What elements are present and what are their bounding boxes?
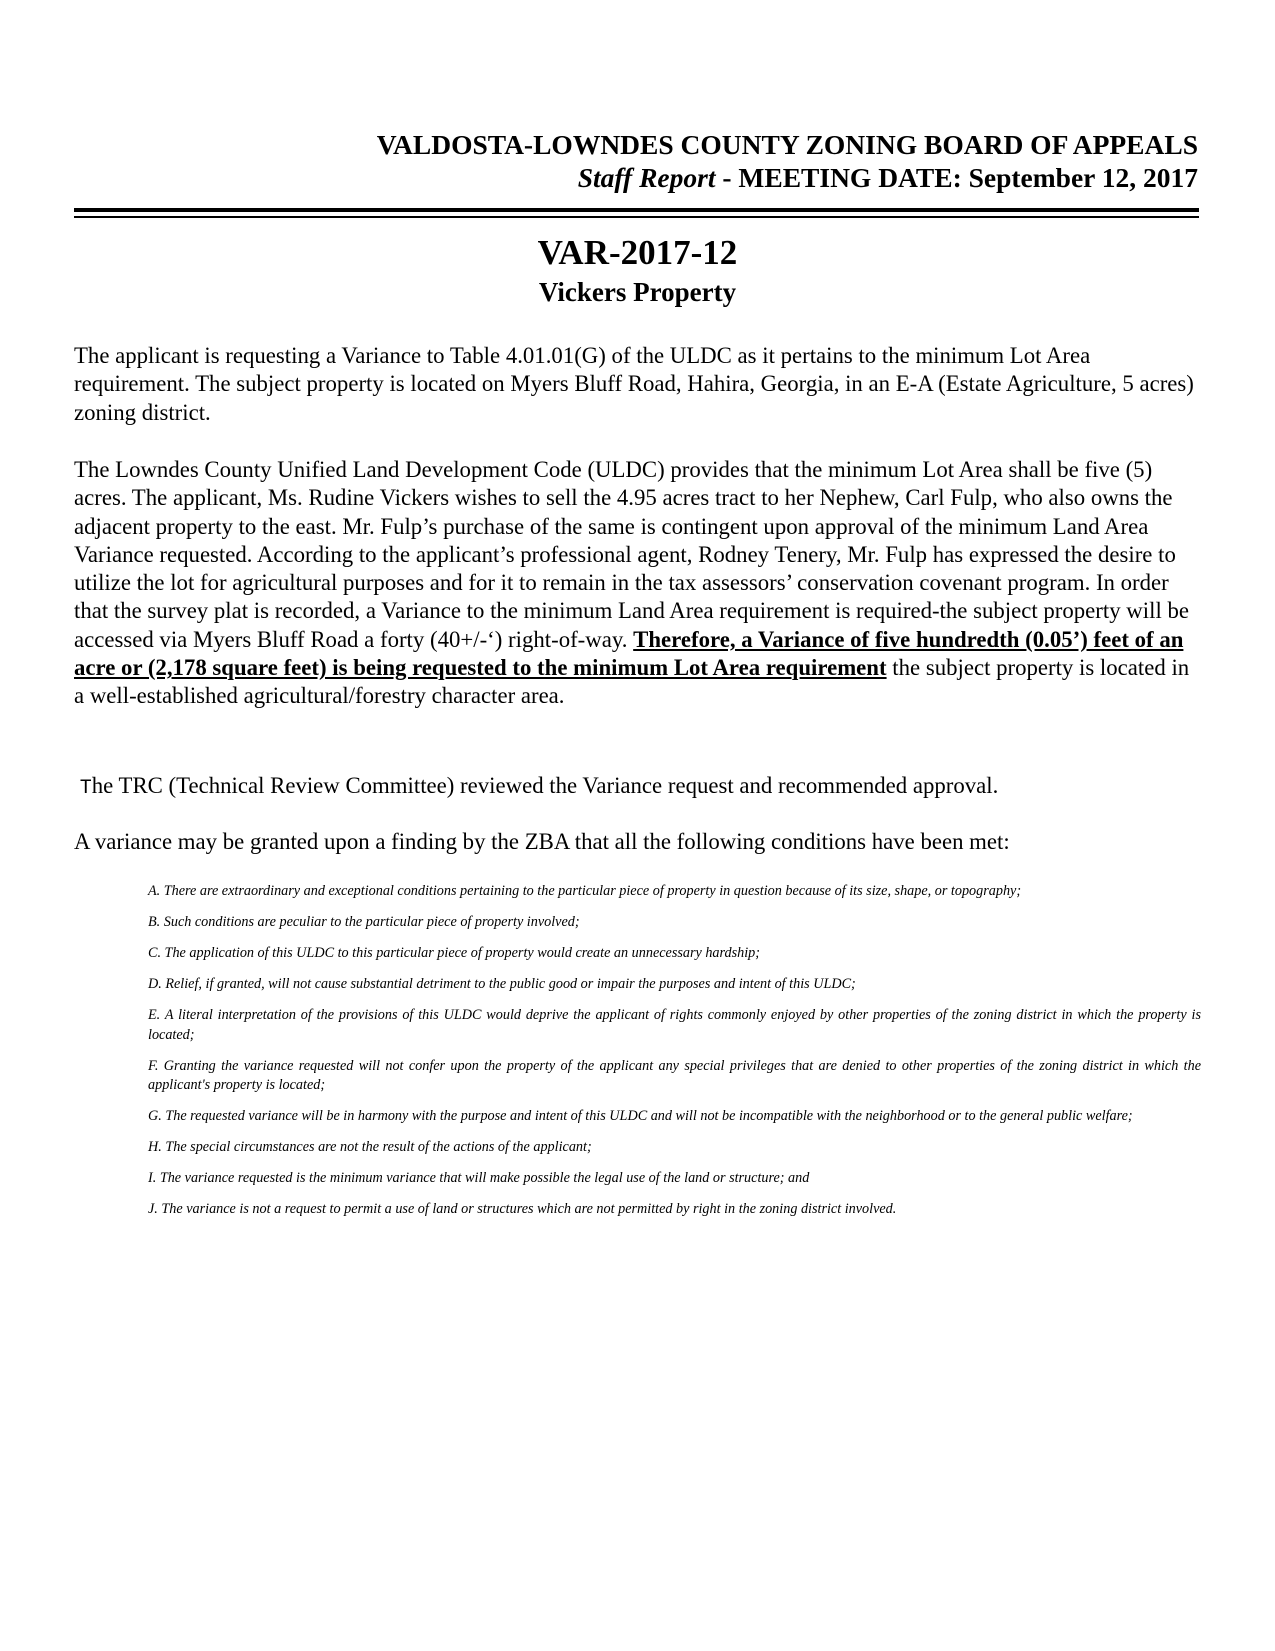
uldc-paragraph-text: The Lowndes County Unified Land Development Code (ULDC) provides that the minimum Lot Area shall be five (5) acres. The applicant, Ms. Rudine Vickers wishes to sell the 4.95 acres tract to her Nephew, Carl Fulp, who also owns the adjacent property to the east. Mr. Fulp’s purchase of the same is contingent upon approval of the minimum Land Area Variance requested. According to the applicant’s professional agent, Rodney Tenery, Mr. Fulp has expressed the desire to utilize the lot for agricultural purposes and for it to remain in the tax assessors’ conservation covenant program. In order that the survey plat is recorded, a Variance to the minimum Land Area requirement is required-the subject property will be accessed via Myers Bluff Road a forty (40+/-‘) right-of-way. [74,457,1189,652]
condition-item: F. Granting the variance requested will not confer upon the property of the applicant any special privileges that are denied to other properties of the zoning district in which the applicant's property is located; [148,1057,1201,1093]
variance-request-emphasis: Therefore, a Variance of five hundredth (0.05’) feet of an acre or (2,178 square feet) is being requested to the minimum Lot Area requirement [74,626,1184,681]
board-title: VALDOSTA-LOWNDES COUNTY ZONING BOARD OF APPEALS [376,129,1198,160]
header-divider-thin [74,216,1199,218]
uldc-paragraph-closing: the subject property is located in a well-established agricultural/forestry character area. [74,655,1190,709]
condition-item: D. Relief, if granted, will not cause substantial detriment to the public good or impair the purposes and intent of this ULDC; [148,976,856,992]
conditions-list [148,882,1201,1231]
case-name: Vickers Property [538,277,737,307]
meeting-date: - MEETING DATE: September 12, 2017 [722,162,1198,193]
condition-item: B. Such conditions are peculiar to the particular piece of property involved; [148,914,580,930]
condition-item: I. The variance requested is the minimum variance that will make possible the legal use of the land or structure; and [148,1170,810,1186]
condition-item: J. The variance is not a request to permit a use of land or structures which are not permitted by right in the zoning district involved. [148,1201,897,1217]
trc-first-letter: T [79,777,92,800]
condition-item: A. There are extraordinary and exceptional conditions pertaining to the particular piece of property in question because of its size, shape, or topography; [148,883,1022,899]
condition-item: E. A literal interpretation of the provisions of this ULDC would deprive the applicant of rights commonly enjoyed by other properties of the zoning district in which the property is located; [148,1007,1201,1043]
meeting-line [74,161,1198,194]
condition-item: G. The requested variance will be in harmony with the purpose and intent of this ULDC and will not be incompatible with the neighborhood or to the general public welfare; [148,1108,1133,1124]
condition-item: C. The application of this ULDC to this particular piece of property would create an unnecessary hardship; [148,945,760,961]
trc-text: he TRC (Technical Review Committee) reviewed the Variance request and recommended approval. [91,773,999,798]
case-number: VAR-2017-12 [537,233,738,272]
uldc-paragraph [74,456,1202,711]
report-header [74,128,1198,194]
header-divider-thick [74,208,1199,212]
trc-paragraph [74,772,1202,803]
condition-item: H. The special circumstances are not the result of the actions of the applicant; [148,1139,592,1155]
report-label: Staff Report [577,162,716,193]
request-paragraph: The applicant is requesting a Variance to Table 4.01.01(G) of the ULDC as it pertains to the minimum Lot Area requirement. The subject property is located on Myers Bluff Road, Hahira, Georgia, in an E-A (Estate Agriculture, 5 acres) zoning district. [74,343,1194,425]
conditions-intro: A variance may be granted upon a finding by the ZBA that all the following conditions have been met: [74,829,1010,854]
